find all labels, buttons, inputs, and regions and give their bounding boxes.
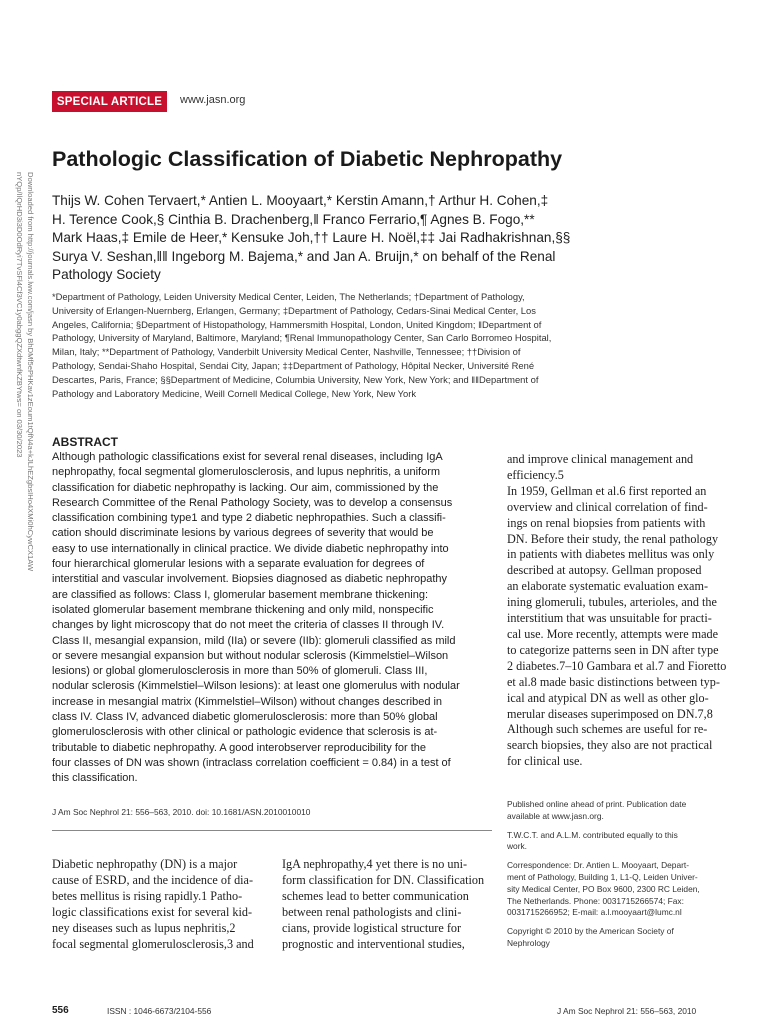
body-line: described at autopsy. Gellman proposed bbox=[507, 563, 702, 578]
abstract-line: nodular sclerosis (Kimmelstiel–Wilson lesions): at least one glomerulus with nodular bbox=[52, 680, 460, 693]
body-line: et al.8 made basic distinctions between typ- bbox=[507, 674, 720, 689]
author-line: Surya V. Seshan,‖‖ Ingeborg M. Bajema,* and Jan A. Bruijn,* on behalf of the Renal bbox=[52, 248, 556, 264]
body-line: IgA nephropathy,4 yet there is no uni- bbox=[282, 857, 468, 871]
body-line: between renal pathologists and clini- bbox=[282, 904, 462, 919]
abstract-line: are classified as follows: Class I, glomerular basement membrane thickening: bbox=[52, 588, 428, 601]
abstract-line: Research Committee of the Renal Pathology Society, was to develop a consensus bbox=[52, 496, 453, 509]
article-title: Pathologic Classification of Diabetic Nephropathy bbox=[52, 147, 563, 171]
body-line: cal use. More recently, attempts were made bbox=[507, 626, 719, 641]
journal-url[interactable]: www.jasn.org bbox=[180, 94, 246, 106]
abstract-line: four classes of DN was shown (intraclass correlation coefficient = 0.84) in a test of bbox=[52, 756, 451, 769]
correspondence-line: ment of Pathology, Building 1, L1-Q, Leiden Univer- bbox=[507, 871, 698, 882]
abstract-line: lesions) or global glomerulosclerosis in more than 50% of glomeruli. Class III, bbox=[52, 665, 428, 678]
body-line: in patients with diabetes mellitus was only bbox=[507, 547, 715, 562]
abstract-line: tributable to diabetic nephropathy. A good interobserver reproducibility for the bbox=[52, 741, 427, 754]
issn: ISSN : 1046-6673/2104-556 bbox=[107, 1006, 212, 1016]
body-line: to categorize patterns seen in DN after type bbox=[507, 642, 719, 657]
body-line: efficiency.5 bbox=[507, 467, 564, 482]
body-line: ining glomeruli, tubules, arterioles, and the bbox=[507, 595, 717, 610]
abstract-line: this classification. bbox=[52, 772, 138, 785]
affiliation-line: Milan, Italy; **Department of Pathology, Vanderbilt University Medical Center, Nashville, Tennessee; ††Division of bbox=[52, 346, 521, 358]
abstract-line: classification combining type1 and type 2 diabetic nephropathies. Such a classifi- bbox=[52, 512, 446, 525]
body-line: Diabetic nephropathy (DN) is a major bbox=[52, 857, 238, 871]
body-line: logic classifications exist for several kid- bbox=[52, 904, 253, 919]
abstract-line: nephropathy, focal segmental glomerulosclerosis, and lupus nephritis, a uniform bbox=[52, 466, 441, 479]
body-line: interstitium that was unsuitable for practi- bbox=[507, 611, 712, 626]
body-line: ney diseases such as lupus nephritis,2 bbox=[52, 920, 236, 935]
watermark-line-2: nYQp/IlQrHD3i3D0OdRyi7TvSFl4Cf3VC1y0abggQZXdtwnfKZBYtws= on 03/30/2023 bbox=[15, 172, 24, 458]
correspondence-line: The Netherlands. Phone: 0031715266574; Fax: bbox=[507, 895, 684, 906]
abstract-line: Although pathologic classifications exist for several renal diseases, including IgA bbox=[52, 451, 443, 463]
correspondence-line: Correspondence: Dr. Antien L. Mooyaart, Depart- bbox=[507, 860, 690, 871]
abstract-line: class IV. Class IV, advanced diabetic glomerulosclerosis: more than 50% global bbox=[52, 711, 438, 724]
body-line: an elaborate systematic evaluation exam- bbox=[507, 579, 709, 594]
body-line: and improve clinical management and bbox=[507, 452, 694, 466]
author-line: Mark Haas,‡ Emile de Heer,* Kensuke Joh,†† Laure H. Noël,‡‡ Jai Radhakrishnan,§§ bbox=[52, 230, 571, 245]
footer-journal-ref: J Am Soc Nephrol 21: 556–563, 2010 bbox=[557, 1006, 697, 1016]
author-line: Pathology Society bbox=[52, 267, 161, 282]
affiliation-line: Pathology and Laboratory Medicine, Weill Cornell Medical College, New York, New York bbox=[52, 387, 417, 399]
abstract-line: isolated glomerular basement membrane thickening and only mild, nonspecific bbox=[52, 603, 434, 616]
abstract-line: cation should discriminate lesions by various degrees of severity that would be bbox=[52, 527, 434, 540]
body-line: form classification for DN. Classification bbox=[282, 872, 485, 887]
affiliation-line: University of Erlangen-Nuernberg, Erlangen, Germany; ‡Department of Pathology, Cedars-Sinai Medical Center, Los bbox=[52, 304, 536, 316]
author-line: H. Terence Cook,§ Cinthia B. Drachenberg,‖ Franco Ferrario,¶ Agnes B. Fogo,** bbox=[52, 211, 535, 227]
body-column-1 bbox=[52, 857, 254, 952]
body-line: prognostic and interventional studies, bbox=[282, 936, 465, 951]
abstract-line: changes by light microscopy that do not meet the criteria of classes II through IV. bbox=[52, 619, 445, 632]
abstract-heading: ABSTRACT bbox=[52, 435, 118, 449]
abstract-line: easy to use internationally in clinical practice. We divide diabetic nephropathy into bbox=[52, 542, 449, 555]
author-line: Thijs W. Cohen Tervaert,* Antien L. Mooyaart,* Kerstin Amann,† Arthur H. Cohen,‡ bbox=[52, 193, 549, 208]
abstract-line: classification for diabetic nephropathy is lacking. Our aim, commissioned by the bbox=[52, 481, 439, 494]
abstract-line: glomerulosclerosis with other clinical or pathologic evidence that sclerosis is at- bbox=[52, 726, 438, 739]
body-line: Although such schemes are useful for re- bbox=[507, 722, 708, 737]
body-line: cians, provide logistical structure for bbox=[282, 920, 462, 935]
body-line: betes mellitus is rising rapidly.1 Patho- bbox=[52, 888, 243, 903]
body-line: for clinical use. bbox=[507, 754, 583, 769]
abstract-line: increase in mesangial matrix (Kimmelstiel–Wilson) without changes described in bbox=[52, 695, 443, 708]
body-line: 2 diabetes.7–10 Gambara et al.7 and Fioretto bbox=[507, 658, 727, 673]
body-line: focal segmental glomerulosclerosis,3 and bbox=[52, 936, 254, 951]
body-line: ical and atypical DN as well as other glo- bbox=[507, 690, 709, 705]
watermark-line-1: Downloaded from http://journals.lww.com/jasn by BhDMf5ePHKav1zEoum1tQfN4a+kJLhEZgbsIHo4XMi0hCywCX1AW bbox=[26, 172, 35, 572]
affiliation-line: *Department of Pathology, Leiden University Medical Center, Leiden, The Netherlands; †Department of Pathology, bbox=[52, 291, 525, 302]
author-list bbox=[52, 192, 571, 285]
body-line: merular diseases superimposed on DN.7,8 bbox=[507, 706, 713, 721]
body-line: ings on renal biopsies from patients with bbox=[507, 515, 706, 530]
affiliation-line: Descartes, Paris, France; §§Department of Medicine, Columbia University, New York, New York; and ‖‖Department of bbox=[52, 373, 539, 385]
note-line: available at www.jasn.org. bbox=[507, 810, 604, 821]
special-article-badge: SPECIAL ARTICLE bbox=[52, 91, 167, 112]
note-line: Published online ahead of print. Publication date bbox=[507, 799, 687, 809]
citation: J Am Soc Nephrol 21: 556–563, 2010. doi: 10.1681/ASN.2010010010 bbox=[52, 807, 311, 817]
note-line: T.W.C.T. and A.L.M. contributed equally to this bbox=[507, 829, 678, 840]
body-line: DN. Before their study, the renal pathology bbox=[507, 531, 719, 546]
affiliation-line: Pathology, Sendai-Shaho Hospital, Sendai City, Japan; ‡‡Department of Pathology, Hôpital Necker, Université René bbox=[52, 359, 535, 371]
body-line: overview and clinical correlation of find- bbox=[507, 499, 708, 514]
abstract-line: or severe mesangial expansion but without nodular sclerosis (Kimmelstiel–Wilson bbox=[52, 649, 449, 662]
download-watermark bbox=[2, 172, 36, 932]
note-line: work. bbox=[507, 841, 528, 852]
correspondence-line: 0031715266952; E-mail: a.l.mooyaart@lumc.nl bbox=[507, 907, 682, 918]
abstract-divider bbox=[52, 830, 492, 831]
body-line: search biopsies, they also are not practical bbox=[507, 738, 713, 753]
body-line: cause of ESRD, and the incidence of dia- bbox=[52, 872, 254, 887]
article-notes bbox=[507, 799, 722, 950]
page-number: 556 bbox=[52, 1005, 69, 1016]
abstract-line: interstitial and vascular involvement. Biopsies diagnosed as diabetic nephropathy bbox=[52, 573, 448, 586]
affiliation-line: Pathology, University of Maryland, Baltimore, Maryland; ¶Renal Immunopathology Center, San Carlo Borromeo Hospital, bbox=[52, 332, 552, 344]
right-column-text bbox=[507, 452, 727, 770]
affiliation-line: Angeles, California; §Department of Histopathology, Hammersmith Hospital, London, United Kingdom; ‖Department of bbox=[52, 318, 542, 330]
abstract-line: Class II, mesangial expansion, mild (IIa) or severe (IIb): glomeruli classified as mild bbox=[52, 634, 456, 647]
copyright-line: Copyright © 2010 by the American Society of bbox=[507, 926, 674, 937]
body-column-2 bbox=[282, 857, 484, 952]
affiliations bbox=[52, 290, 612, 400]
body-line: schemes lead to better communication bbox=[282, 888, 469, 903]
abstract-line: four hierarchical glomerular lesions with a separate evaluation for degrees of bbox=[52, 558, 425, 571]
body-line: In 1959, Gellman et al.6 first reported an bbox=[507, 483, 707, 498]
abstract-body bbox=[52, 450, 492, 787]
copyright-line: Nephrology bbox=[507, 937, 550, 948]
correspondence-line: sity Medical Center, PO Box 9600, 2300 RC Leiden, bbox=[507, 883, 700, 894]
